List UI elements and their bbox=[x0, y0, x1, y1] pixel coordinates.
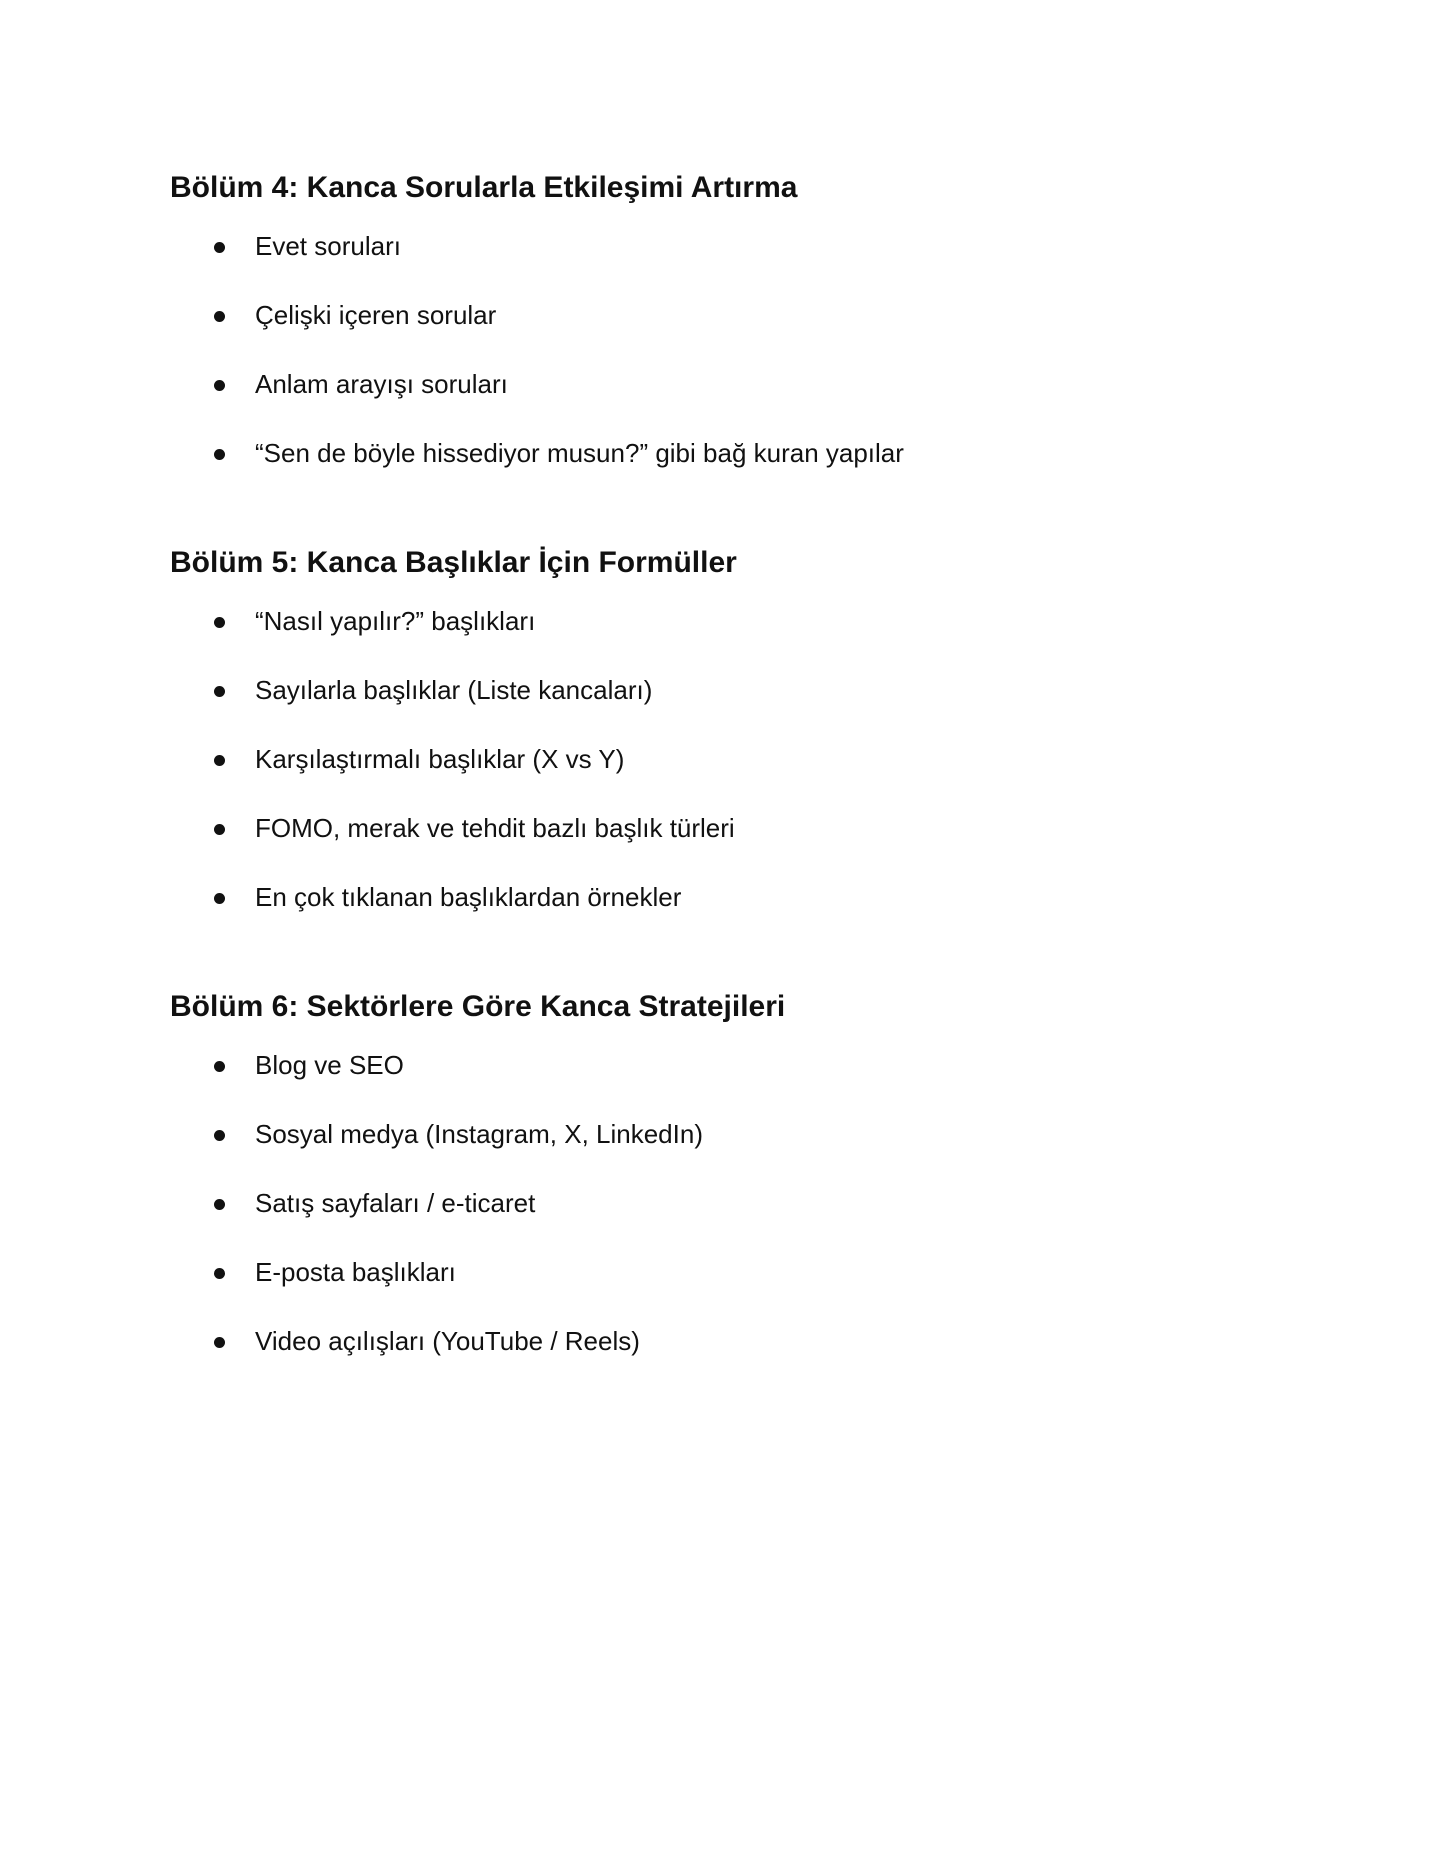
bullet-icon bbox=[214, 449, 225, 460]
list-item-text: FOMO, merak ve tehdit bazlı başlık türleri bbox=[255, 813, 735, 843]
bullet-icon bbox=[214, 824, 225, 835]
section-heading: Bölüm 6: Sektörlere Göre Kanca Stratejileri bbox=[170, 990, 786, 1023]
list-item bbox=[170, 675, 1270, 744]
bullet-list bbox=[170, 231, 1270, 507]
list-item-text: “Nasıl yapılır?” başlıkları bbox=[255, 606, 536, 636]
section-heading: Bölüm 5: Kanca Başlıklar İçin Formüller bbox=[170, 546, 737, 579]
section-heading: Bölüm 4: Kanca Sorularla Etkileşimi Artırma bbox=[170, 171, 798, 204]
list-item bbox=[170, 1326, 1270, 1395]
bullet-icon bbox=[214, 1268, 225, 1279]
list-item bbox=[170, 1188, 1270, 1257]
list-item-text: Sosyal medya (Instagram, X, LinkedIn) bbox=[255, 1119, 703, 1149]
bullet-icon bbox=[214, 242, 225, 253]
bullet-icon bbox=[214, 1199, 225, 1210]
bullet-icon bbox=[214, 1337, 225, 1348]
list-item bbox=[170, 1257, 1270, 1326]
list-item-text: En çok tıklanan başlıklardan örnekler bbox=[255, 882, 682, 912]
bullet-icon bbox=[214, 893, 225, 904]
bullet-icon bbox=[214, 311, 225, 322]
list-item-text: Evet soruları bbox=[255, 231, 401, 261]
list-item bbox=[170, 606, 1270, 675]
section-bolum-4 bbox=[170, 168, 1270, 484]
list-item-text: “Sen de böyle hissediyor musun?” gibi bağ kuran yapılar bbox=[255, 438, 904, 468]
list-item-text: Satış sayfaları / e-ticaret bbox=[255, 1188, 536, 1218]
list-item bbox=[170, 438, 1270, 507]
bullet-icon bbox=[214, 755, 225, 766]
list-item-text: Anlam arayışı soruları bbox=[255, 369, 508, 399]
list-item bbox=[170, 1050, 1270, 1119]
list-item-text: Video açılışları (YouTube / Reels) bbox=[255, 1326, 640, 1356]
bullet-list bbox=[170, 1050, 1270, 1395]
list-item-text: Sayılarla başlıklar (Liste kancaları) bbox=[255, 675, 653, 705]
list-item-text: Çelişki içeren sorular bbox=[255, 300, 497, 330]
list-item bbox=[170, 882, 1270, 951]
list-item-text: Karşılaştırmalı başlıklar (X vs Y) bbox=[255, 744, 625, 774]
list-item bbox=[170, 1119, 1270, 1188]
list-item bbox=[170, 813, 1270, 882]
section-bolum-5 bbox=[170, 543, 1270, 928]
list-item bbox=[170, 231, 1270, 300]
bullet-icon bbox=[214, 380, 225, 391]
bullet-icon bbox=[214, 1130, 225, 1141]
list-item-text: E-posta başlıkları bbox=[255, 1257, 456, 1287]
bullet-list bbox=[170, 606, 1270, 951]
bullet-icon bbox=[214, 617, 225, 628]
section-bolum-6 bbox=[170, 987, 1270, 1372]
bullet-icon bbox=[214, 1061, 225, 1072]
list-item bbox=[170, 744, 1270, 813]
list-item-text: Blog ve SEO bbox=[255, 1050, 404, 1080]
bullet-icon bbox=[214, 686, 225, 697]
list-item bbox=[170, 300, 1270, 369]
list-item bbox=[170, 369, 1270, 438]
